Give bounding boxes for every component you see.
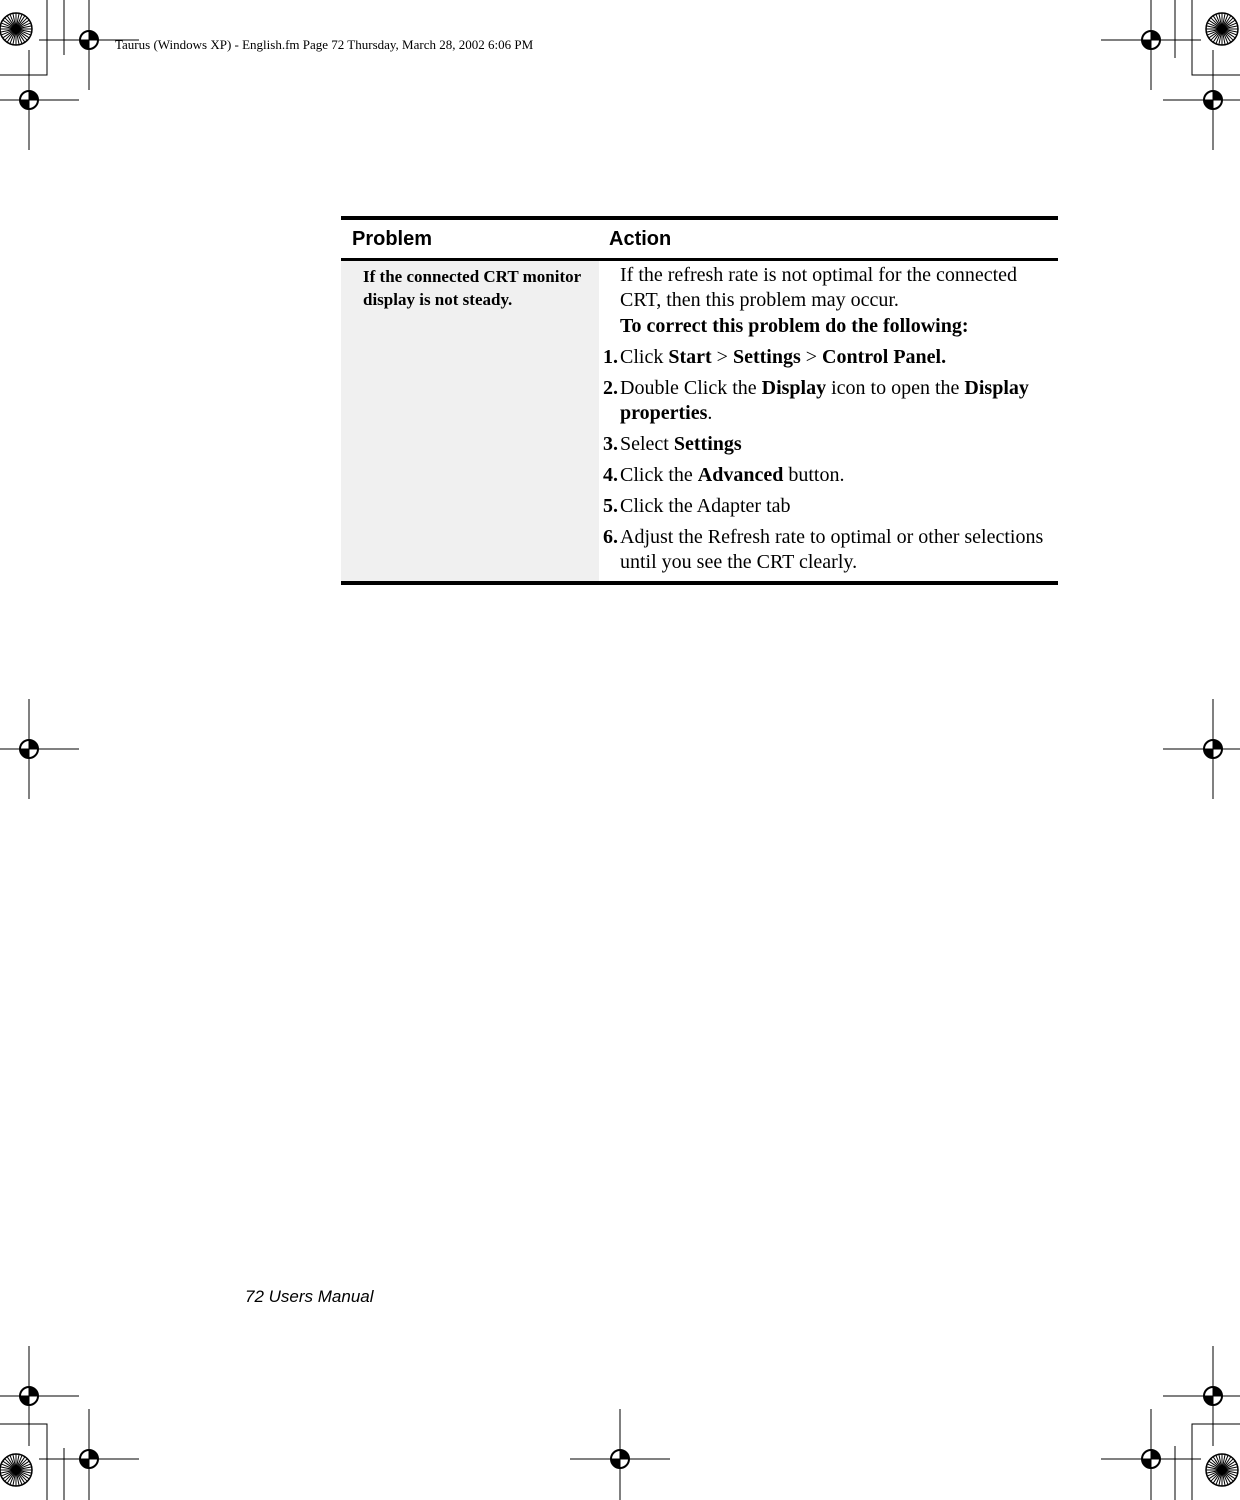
step-number: 3.: [603, 433, 618, 455]
step-text-part: Click: [620, 346, 669, 368]
column-header-problem: Problem: [352, 227, 433, 250]
step-item: [603, 376, 1052, 426]
action-intro: If the refresh rate is not optimal for the connected CRT, then this problem may occur.: [620, 264, 1018, 311]
step-number: 2.: [603, 377, 618, 399]
step-text-part: Double Click the: [620, 377, 762, 399]
column-header-action: Action: [609, 227, 672, 250]
step-item: [603, 345, 1052, 370]
step-text: Click the Adapter tab: [620, 495, 791, 517]
table-header-row: [341, 220, 1058, 258]
table-row: [341, 261, 1058, 581]
step-text: [620, 432, 1052, 457]
step-number: 4.: [603, 464, 618, 486]
table-bottom-rule: [341, 581, 1058, 585]
step-text-part: >: [800, 346, 823, 368]
step-text-bold: Display: [761, 377, 827, 399]
step-text-bold: Advanced: [697, 464, 784, 486]
step-text: [620, 463, 1052, 488]
step-text-bold: Settings: [732, 346, 801, 368]
step-item: [603, 432, 1052, 457]
step-number: 1.: [603, 346, 618, 368]
step-text-part: .: [707, 402, 713, 424]
page-footer: 72 Users Manual: [245, 1287, 374, 1306]
step-text-part: icon to open the: [826, 377, 965, 399]
step-text-bold: Control Panel.: [822, 346, 947, 368]
problem-cell: If the connected CRT monitor display is not steady.: [341, 261, 599, 581]
action-cell: [599, 261, 1058, 581]
step-text: [620, 376, 1052, 426]
step-item: [603, 525, 1052, 575]
step-item: [603, 463, 1052, 488]
step-text-bold: Display properties: [620, 377, 1029, 424]
step-number: 5.: [603, 495, 618, 517]
step-text-part: button.: [783, 464, 845, 486]
document-info-line: Taurus (Windows XP) - English.fm Page 72 Thursday, March 28, 2002 6:06 PM: [115, 37, 534, 52]
step-text-part: Click the: [620, 464, 698, 486]
action-subheading: To correct this problem do the following:: [620, 315, 969, 337]
step-text: [620, 345, 1052, 370]
step-text-part: Select: [620, 433, 674, 455]
troubleshooting-table: [341, 216, 1058, 585]
step-text-bold: Start: [668, 346, 712, 368]
step-text-part: >: [711, 346, 733, 368]
step-number: 6.: [603, 526, 618, 548]
step-text: Adjust the Refresh rate to optimal or other selections until you see the CRT clearly.: [620, 526, 1044, 573]
step-text-bold: Settings: [673, 433, 742, 455]
step-item: [603, 494, 1052, 519]
